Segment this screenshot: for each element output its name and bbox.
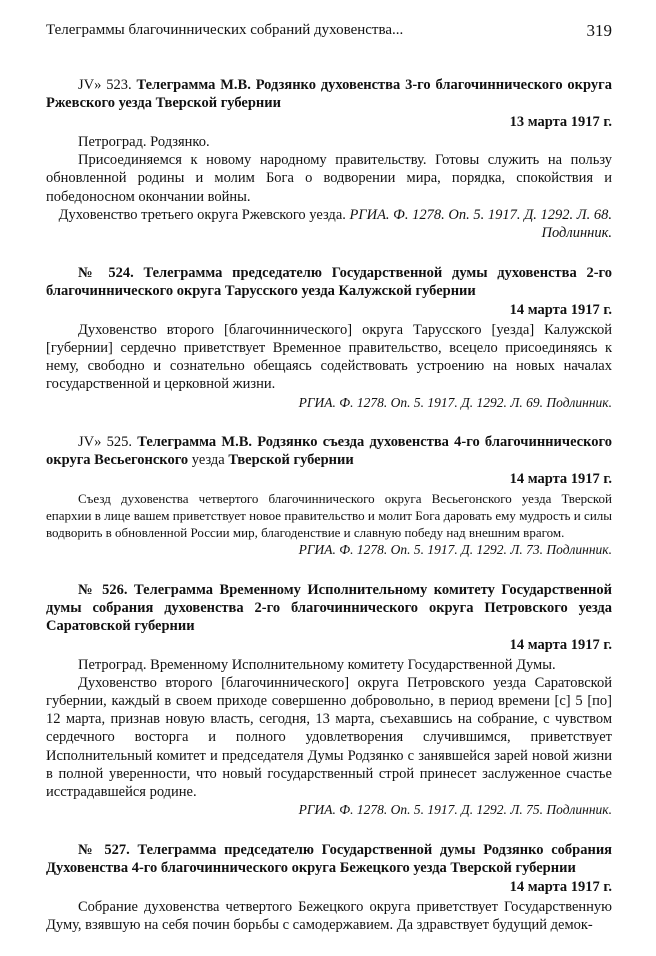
document-title xyxy=(46,581,612,635)
running-title: Телеграммы благочиннических собраний духовенства... xyxy=(46,22,404,38)
document-date: 14 марта 1917 г. xyxy=(509,471,612,488)
document-heading: Телеграмма председателю Государственной думы духовенства 2-го благочиннического округа Тарусского уезда Калужской губернии xyxy=(46,264,612,299)
document-heading: Телеграмма Временному Исполнительному комитету Государственной думы собрания духовенства 2-го благочиннического округа Петровского уезда Саратовской губернии xyxy=(46,581,613,634)
document-523 xyxy=(46,76,612,242)
body-paragraph: Съезд духовенства четвертого благочиннического округа Весьегонского уезда Тверской епархии в лице вашем приветствует новое правительство и молит Бога даровать ему мудрость и силы водворить в обновленной России мир, благоденствие и славную победу над внешним врагом. xyxy=(46,491,612,541)
document-number: № 526. xyxy=(78,581,128,598)
body-paragraph: Присоединяемся к новому народному правительству. Готовы служить на пользу обновленной родины и молим Бога о водворении мира, порядка, спокойствия и победоносном окончании войны. xyxy=(46,152,612,205)
body-paragraph: Духовенство второго [благочиннического] округа Петровского уезда Саратовской губернии, каждый в своем приходе совершенно добровольно, в период времени [с] 5 [по] 12 марта, признав новую власть, сегодня, 13 марта, съехавшись на собрание, с чувством сердечного восторга и полного удовлетворения случившимся, приветствует Исполнительный комитет и председателя Думы Родзянко с занявшейся зарей новой жизни в полной уверенности, что новый государственный строй принесет заслуженное счастье исстрадавшейся родине. xyxy=(46,674,612,801)
document-number: JV» 523. xyxy=(78,77,132,93)
page-number: 319 xyxy=(586,21,612,40)
document-heading: Телеграмма М.В. Родзянко духовенства 3-го благочиннического округа Ржевского уезда Тверской губернии xyxy=(46,77,612,111)
document-526 xyxy=(46,581,612,819)
document-title xyxy=(46,433,612,469)
document-date: 14 марта 1917 г. xyxy=(509,636,612,653)
archive-source: РГИА. Ф. 1278. Оп. 5. 1917. Д. 1292. Л. 73. Подлинник. xyxy=(298,542,612,558)
body-paragraph: Собрание духовенства четвертого Бежецкого округа приветствует Государственную Думу, взявшую на себя почин борьбы с самодержавием. Да здравствует будущий демок- xyxy=(46,898,612,933)
document-title xyxy=(46,841,612,877)
document-heading-part: Телеграмма М.В. Родзянко съезда духовенства 4-го благочиннического округа Весьегонского xyxy=(46,434,613,469)
archive-source: РГИА. Ф. 1278. Оп. 5. 1917. Д. 1292. Л. 69. Подлинник. xyxy=(298,394,612,410)
document-number: № 527. xyxy=(78,841,130,858)
document-date: 13 марта 1917 г. xyxy=(509,114,612,130)
page-content xyxy=(46,76,612,956)
document-number: № 524. xyxy=(78,264,134,281)
document-date: 14 марта 1917 г. xyxy=(509,878,612,895)
document-heading: Телеграмма председателю Государственной думы Родзянко собрания Духовенства 4-го благочиннического округа Бежецкого уезда Тверской губернии xyxy=(46,841,613,876)
document-title xyxy=(46,76,612,112)
running-header xyxy=(46,22,612,39)
document-number: JV» 525. xyxy=(78,434,132,451)
document-date: 14 марта 1917 г. xyxy=(509,301,612,318)
body-paragraph: Духовенство второго [благочиннического] округа Тарусского [уезда] Калужской [губернии] сердечно приветствует Временное правительство, всецело присоединяясь к нему, свободно и сознательно обещаясь содействовать устроению на новых началах государственной и церковной жизни. xyxy=(46,321,612,393)
document-525 xyxy=(46,433,612,559)
document-524 xyxy=(46,264,612,411)
addressee-line: Петроград. Временному Исполнительному комитету Государственной Думы. xyxy=(78,656,556,673)
archive-source: РГИА. Ф. 1278. Оп. 5. 1917. Д. 1292. Л. 75. Подлинник. xyxy=(298,802,612,818)
document-heading-part: уезда xyxy=(191,452,225,469)
document-heading-part: Тверской губернии xyxy=(228,452,354,469)
document-527 xyxy=(46,841,612,934)
signature-line xyxy=(46,206,612,242)
signature: Духовенство третьего округа Ржевского уезда. xyxy=(58,206,346,223)
archive-source: РГИА. Ф. 1278. Оп. 5. 1917. Д. 1292. Л. 68. Подлинник. xyxy=(349,206,612,241)
addressee-line: Петроград. Родзянко. xyxy=(78,134,210,150)
document-title xyxy=(46,264,612,300)
